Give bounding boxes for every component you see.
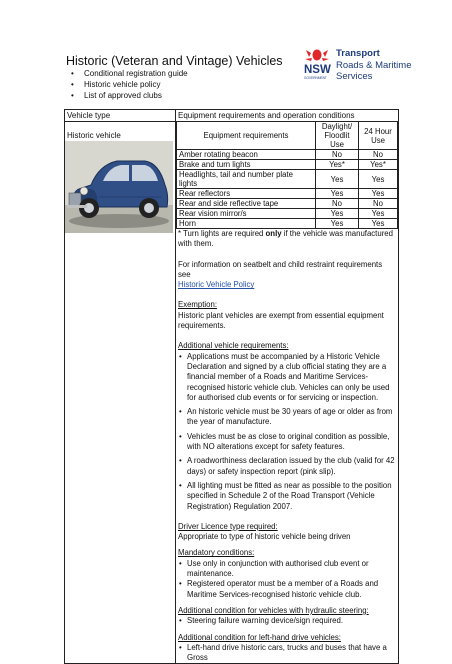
equipment-daylight-value: No — [316, 150, 359, 160]
equipment-header-requirements: Equipment requirements — [177, 122, 316, 150]
equipment-header-24hour: 24 Hour Use — [359, 122, 398, 150]
licence-text: Appropriate to type of historic vehicle being driven — [178, 532, 351, 542]
additional-requirements-list — [178, 352, 396, 512]
list-item: • A roadworthiness declaration issued by the club (valid for 42 days) or safety inspection report (pink slip). — [178, 456, 396, 477]
waratah-icon — [305, 50, 329, 62]
equipment-item: Amber rotating beacon — [177, 150, 316, 160]
list-item: • Left-hand drive historic cars, trucks and buses that have a Gross — [178, 643, 396, 664]
logo-agency-name — [336, 48, 412, 83]
licence-heading: Driver Licence type required: — [178, 521, 278, 531]
list-item: • Registered operator must be a member of a Roads and Maritime Services-recognised historic vehicle club. — [178, 579, 396, 600]
seatbelt-info: For information on seatbelt and child restraint requirements see — [178, 259, 383, 279]
equipment-24hour-value: Yes — [359, 170, 398, 189]
equipment-row — [177, 150, 398, 160]
equipment-24hour-value: Yes — [359, 219, 398, 229]
list-item: • Vehicles must be as close to original condition as possible, with NO alterations except for safety features. — [178, 432, 396, 453]
equipment-row — [177, 209, 398, 219]
equipment-row — [177, 160, 398, 170]
equipment-row — [177, 189, 398, 199]
equipment-daylight-value: Yes* — [316, 160, 359, 170]
mandatory-conditions-heading: Mandatory conditions: — [178, 548, 255, 558]
equipment-daylight-value: Yes — [316, 189, 359, 199]
equipment-item: Rear vision mirror/s — [177, 209, 316, 219]
hydraulic-steering-list — [178, 616, 396, 626]
vehicle-type-cell — [65, 122, 176, 664]
equipment-item: Brake and turn lights — [177, 160, 316, 170]
equipment-24hour-value: No — [359, 199, 398, 209]
logo-line-services: Services — [336, 71, 373, 82]
link-approved-clubs[interactable]: • List of approved clubs — [66, 90, 188, 101]
equipment-row — [177, 219, 398, 229]
equipment-daylight-value: Yes — [316, 209, 359, 219]
list-item: • All lighting must be fitted as near as possible to the position specified in Schedule 2 of the Road Transport (Vehicle Registration) Regulation 2007. — [178, 481, 396, 512]
hydraulic-steering-heading: Additional condition for vehicles with hydraulic steering: — [178, 605, 369, 615]
logo-government: GOVERNMENT — [304, 76, 327, 80]
equipment-daylight-value: No — [316, 199, 359, 209]
col-header-vehicle-type: Vehicle type — [65, 110, 176, 122]
equipment-24hour-value: No — [359, 150, 398, 160]
additional-requirements-heading: Additional vehicle requirements: — [178, 341, 289, 351]
vehicle-type-label: Historic vehicle — [67, 131, 121, 140]
link-historic-vehicle-policy[interactable]: • Historic vehicle policy — [66, 79, 188, 90]
equipment-24hour-value: Yes — [359, 209, 398, 219]
equipment-row — [177, 170, 398, 189]
turn-lights-footnote: * Turn lights are required only if the vehicle was manufactured with them. — [178, 229, 393, 249]
list-item: • An historic vehicle must be 30 years of age or older as from the year of manufacture. — [178, 407, 396, 428]
logo-line-transport: Transport — [336, 48, 380, 59]
historic-vehicle-policy-link[interactable]: Historic Vehicle Policy — [178, 280, 255, 290]
equipment-header-row — [177, 122, 398, 150]
logo-state: NSW — [304, 64, 331, 76]
equipment-cell — [176, 122, 399, 664]
equipment-item: Horn — [177, 219, 316, 229]
vehicle-requirements-table — [64, 109, 399, 664]
conditions-text — [176, 229, 398, 663]
exemption-heading: Exemption: — [178, 300, 218, 310]
left-hand-drive-list — [178, 643, 396, 664]
exemption-text: Historic plant vehicles are exempt from essential equipment requirements. — [178, 310, 384, 331]
equipment-daylight-value: Yes — [316, 219, 359, 229]
equipment-daylight-value: Yes — [316, 170, 359, 189]
list-item: • Applications must be accompanied by a Historic Vehicle Declaration and signed by a club official stating they are a financial member of a Roads and Maritime Services-recognised historic vehicle club. Vehicles can only be used for authorised club events or for servicing or inspection. — [178, 352, 396, 403]
equipment-24hour-value: Yes — [359, 189, 398, 199]
equipment-24hour-value: Yes* — [359, 160, 398, 170]
equipment-item: Headlights, tail and number plate lights — [177, 170, 316, 189]
equipment-item: Rear reflectors — [177, 189, 316, 199]
equipment-item: Rear and side reflective tape — [177, 199, 316, 209]
quick-links-list — [66, 68, 188, 101]
equipment-header-daylight: Daylight/ Floodlit Use — [316, 122, 359, 150]
list-item: • Use only in conjunction with authorised club event or maintenance. — [178, 559, 396, 580]
equipment-row — [177, 199, 398, 209]
col-header-equipment: Equipment requirements and operation conditions — [176, 110, 399, 122]
page-title: Historic (Veteran and Vintage) Vehicles — [66, 54, 283, 68]
list-item: • Steering failure warning device/sign required. — [178, 616, 396, 626]
link-conditional-registration-guide[interactable]: • Conditional registration guide — [66, 68, 188, 79]
left-hand-drive-heading: Additional condition for left-hand drive vehicles: — [178, 632, 341, 642]
vintage-car-image — [65, 141, 173, 233]
logo-line-roads: Roads & Maritime — [336, 59, 412, 71]
equipment-requirements-table — [176, 121, 398, 229]
mandatory-conditions-list — [178, 559, 396, 600]
